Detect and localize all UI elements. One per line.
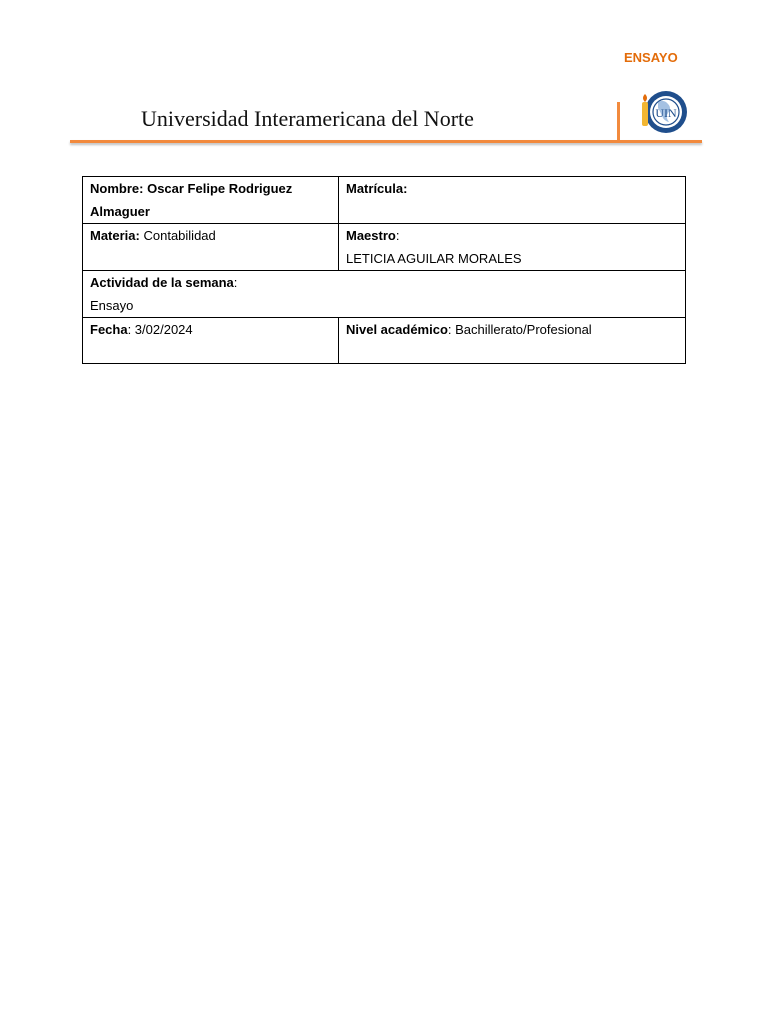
actividad-value: Ensayo <box>90 298 134 313</box>
nivel-cell <box>339 318 686 364</box>
nivel-label: Nivel académico <box>346 322 448 337</box>
university-title: Universidad Interamericana del Norte <box>141 106 474 131</box>
maestro-label: Maestro <box>346 228 396 243</box>
nombre-cell <box>83 177 339 224</box>
materia-label: Materia: <box>90 228 140 243</box>
page-tag: ENSAYO <box>624 50 678 65</box>
nivel-value: : Bachillerato/Profesional <box>447 322 592 337</box>
actividad-separator: : <box>233 275 238 290</box>
fecha-label: Fecha <box>90 322 128 337</box>
materia-cell <box>83 224 339 271</box>
header-vertical-rule <box>617 102 620 142</box>
fecha-cell <box>83 318 339 364</box>
university-logo <box>634 88 690 138</box>
table-row <box>83 177 686 224</box>
actividad-cell <box>83 271 686 318</box>
table-row <box>83 271 686 318</box>
matricula-label: Matrícula: <box>346 181 408 196</box>
student-info-table <box>82 176 686 364</box>
logo-text: UIN <box>655 106 677 120</box>
matricula-cell <box>339 177 686 224</box>
nombre-value: Oscar Felipe Rodriguez Almaguer <box>90 181 293 219</box>
header-rule <box>70 140 702 143</box>
maestro-separator: : <box>395 228 400 243</box>
maestro-value: LETICIA AGUILAR MORALES <box>346 251 522 266</box>
table-row <box>83 318 686 364</box>
nombre-label: Nombre: <box>90 181 144 196</box>
logo-torch <box>642 102 648 126</box>
maestro-cell <box>339 224 686 271</box>
materia-value: Contabilidad <box>143 228 216 243</box>
table-row <box>83 224 686 271</box>
fecha-value: : 3/02/2024 <box>127 322 193 337</box>
actividad-label: Actividad de la semana <box>90 275 234 290</box>
